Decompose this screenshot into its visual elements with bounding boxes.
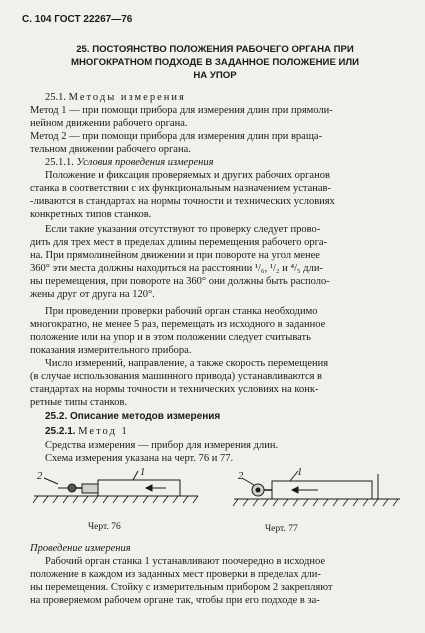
figure-76-label-2: 2 bbox=[37, 471, 43, 482]
procedure-line-2: положение в каждом из заданных мест проверки в пределах дли- bbox=[30, 569, 321, 580]
procedure-line-1: Рабочий орган станка 1 устанавливают поочередно в исходное bbox=[45, 556, 325, 567]
figure-77-label-1: 1 bbox=[297, 467, 303, 478]
conditions-line-9: ны перемещения, при повороте на 360° они должны быть располо- bbox=[30, 276, 330, 287]
procedure-heading: Проведение измерения bbox=[30, 543, 131, 554]
figure-77-label-2: 2 bbox=[238, 471, 244, 482]
section-title-line-3: НА УПОР bbox=[193, 70, 237, 81]
methods-line-2: нейном движении рабочего органа. bbox=[30, 118, 188, 129]
conditions-line-17: стандартах на нормы точности и технических условиях на конк- bbox=[30, 384, 319, 395]
conditions-line-16: (в случае использования машинного привода) устанавливаются в bbox=[30, 371, 323, 382]
conditions-line-8: 360° эти места должны находиться на расстоянии ¹/₆, ¹/₂ и ⁴/₅ дли- bbox=[30, 263, 324, 274]
conditions-line-12: многократно, не менее 5 раз, перемещать из исходного в заданное bbox=[30, 319, 326, 330]
conditions-line-5: Если такие указания отсутствуют то проверку следует прово- bbox=[45, 224, 321, 235]
methods-line-3: Метод 2 — при помощи прибора для измерения длин при враща- bbox=[30, 131, 323, 142]
conditions-line-3: -ливаются в стандартах на нормы точности и технических условиях bbox=[30, 196, 335, 207]
procedure-line-3: ны перемещения. Стойку с измерительным прибором 2 закрепляют bbox=[30, 582, 333, 593]
conditions-line-18: ретные типы станков. bbox=[30, 397, 128, 408]
conditions-line-15: Число измерений, направление, а также скорость перемещения bbox=[45, 358, 329, 369]
page-header: С. 104 ГОСТ 22267—76 bbox=[22, 14, 133, 25]
section-title-line-1: 25. ПОСТОЯНСТВО ПОЛОЖЕНИЯ РАБОЧЕГО ОРГАНА ПРИ bbox=[76, 44, 354, 55]
procedure-line-4: на проверяемом рабочем органе так, чтобы при его подходе в за- bbox=[30, 595, 320, 606]
conditions-heading-text: Условия проведения измерения bbox=[76, 157, 214, 168]
method1-heading-number: 25.2.1. bbox=[45, 426, 76, 437]
conditions-line-10: жены друг от друга на 120°. bbox=[30, 289, 155, 300]
conditions-heading-number: 25.1.1. bbox=[45, 157, 74, 168]
figure-76 bbox=[28, 466, 208, 516]
conditions-line-11: При проведении проверки рабочий орган станка необходимо bbox=[45, 306, 318, 317]
figure-76-caption: Черт. 76 bbox=[88, 522, 121, 532]
methods-line-4: тельном движении рабочего органа. bbox=[30, 144, 191, 155]
figure-77 bbox=[228, 466, 408, 520]
conditions-line-2: станка в соответствии с их функциональным назначением устанав- bbox=[30, 183, 331, 194]
conditions-heading bbox=[45, 156, 213, 169]
conditions-line-1: Положение и фиксация проверяемых и других рабочих органов bbox=[45, 170, 330, 181]
conditions-line-13: положение или на упор и в этом положении следует считывать bbox=[30, 332, 311, 343]
conditions-line-7: на. При прямолинейном движении и при повороте на угол менее bbox=[30, 250, 320, 261]
methods-heading bbox=[45, 91, 186, 104]
methods-heading-number: 25.1. bbox=[45, 92, 66, 103]
conditions-line-6: дить для трех мест в пределах длины перемещения рабочего орга- bbox=[30, 237, 328, 248]
conditions-line-4: конкретных типов станков. bbox=[30, 209, 152, 220]
methods-heading-text: Методы измерения bbox=[68, 92, 186, 103]
figure-77-caption: Черт. 77 bbox=[265, 524, 298, 534]
description-line-2: Схема измерения указана на черт. 76 и 77. bbox=[45, 453, 234, 464]
description-line-1: Средства измерения — прибор для измерения длин. bbox=[45, 440, 279, 451]
conditions-line-14: показания измерительного прибора. bbox=[30, 345, 192, 356]
method1-heading-text: Метод 1 bbox=[78, 426, 129, 437]
methods-line-1: Метод 1 — при помощи прибора для измерения длин при прямоли- bbox=[30, 105, 333, 116]
description-heading: 25.2. Описание методов измерения bbox=[45, 411, 221, 422]
section-title-line-2: МНОГОКРАТНОМ ПОДХОДЕ В ЗАДАННОЕ ПОЛОЖЕНИЕ ИЛИ bbox=[70, 57, 360, 68]
figure-76-label-1: 1 bbox=[140, 467, 146, 478]
method1-heading bbox=[45, 425, 129, 438]
